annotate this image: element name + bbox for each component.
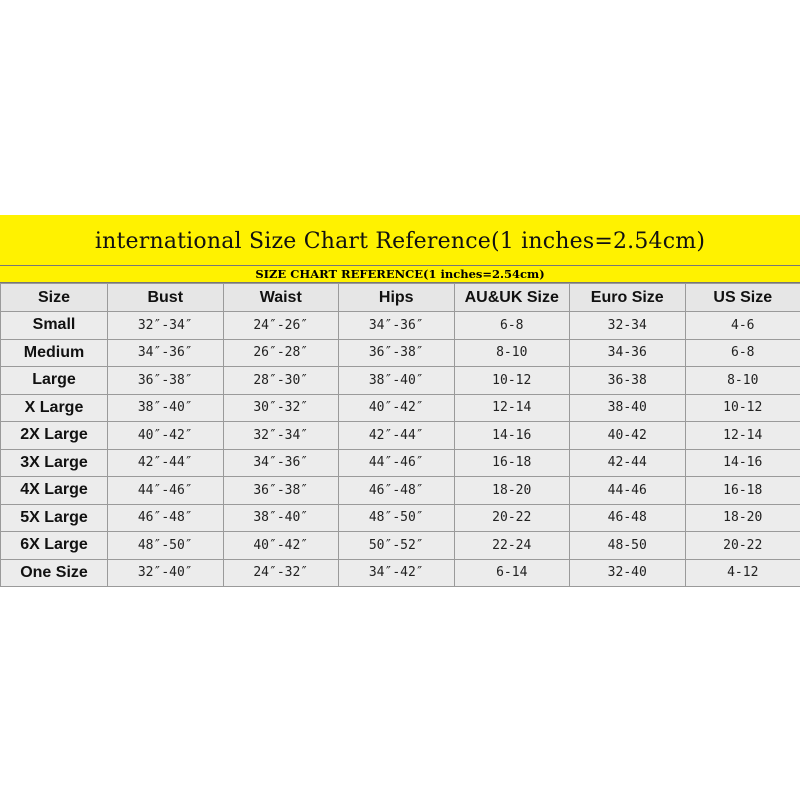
cell-bust: 46″-48″ [108,504,224,532]
cell-euro-size: 36-38 [570,367,686,395]
cell-us-size: 20-22 [685,532,800,560]
header-euro-size: Euro Size [570,284,686,312]
cell-euro-size: 48-50 [570,532,686,560]
cell-waist: 28″-30″ [223,367,339,395]
cell-euro-size: 32-40 [570,559,686,587]
cell-waist: 30″-32″ [223,394,339,422]
cell-waist: 40″-42″ [223,532,339,560]
cell-waist: 24″-32″ [223,559,339,587]
cell-size: 6X Large [1,532,108,560]
table-row [1,394,800,422]
cell-us-size: 16-18 [685,477,800,505]
cell-hips: 50″-52″ [339,532,455,560]
header-size: Size [1,284,108,312]
cell-hips: 40″-42″ [339,394,455,422]
cell-au-uk-size: 6-8 [454,312,570,340]
cell-waist: 38″-40″ [223,504,339,532]
cell-waist: 24″-26″ [223,312,339,340]
cell-us-size: 4-6 [685,312,800,340]
cell-size: Large [1,367,108,395]
table-row [1,449,800,477]
cell-waist: 36″-38″ [223,477,339,505]
table-row [1,339,800,367]
cell-euro-size: 44-46 [570,477,686,505]
header-hips: Hips [339,284,455,312]
cell-bust: 34″-36″ [108,339,224,367]
cell-bust: 40″-42″ [108,422,224,450]
cell-hips: 38″-40″ [339,367,455,395]
cell-hips: 48″-50″ [339,504,455,532]
cell-bust: 48″-50″ [108,532,224,560]
cell-bust: 38″-40″ [108,394,224,422]
cell-hips: 44″-46″ [339,449,455,477]
cell-us-size: 12-14 [685,422,800,450]
table-row [1,422,800,450]
cell-waist: 26″-28″ [223,339,339,367]
cell-size: 5X Large [1,504,108,532]
table-row [1,477,800,505]
cell-bust: 44″-46″ [108,477,224,505]
table-header-row [1,284,800,312]
cell-hips: 42″-44″ [339,422,455,450]
cell-size: X Large [1,394,108,422]
cell-au-uk-size: 6-14 [454,559,570,587]
cell-hips: 34″-36″ [339,312,455,340]
chart-title: international Size Chart Reference(1 inches=2.54cm) [0,215,800,267]
cell-au-uk-size: 22-24 [454,532,570,560]
cell-size: 4X Large [1,477,108,505]
cell-size: 2X Large [1,422,108,450]
cell-euro-size: 38-40 [570,394,686,422]
table-row [1,532,800,560]
cell-us-size: 18-20 [685,504,800,532]
cell-us-size: 8-10 [685,367,800,395]
cell-euro-size: 32-34 [570,312,686,340]
cell-us-size: 14-16 [685,449,800,477]
table-body [1,312,800,587]
header-au-uk-size: AU&UK Size [454,284,570,312]
cell-au-uk-size: 8-10 [454,339,570,367]
cell-au-uk-size: 20-22 [454,504,570,532]
header-waist: Waist [223,284,339,312]
cell-size: 3X Large [1,449,108,477]
cell-waist: 32″-34″ [223,422,339,450]
cell-hips: 34″-42″ [339,559,455,587]
cell-bust: 32″-34″ [108,312,224,340]
cell-au-uk-size: 16-18 [454,449,570,477]
cell-size: Medium [1,339,108,367]
table-row [1,504,800,532]
cell-euro-size: 46-48 [570,504,686,532]
header-us-size: US Size [685,284,800,312]
cell-us-size: 6-8 [685,339,800,367]
cell-us-size: 10-12 [685,394,800,422]
cell-us-size: 4-12 [685,559,800,587]
cell-hips: 36″-38″ [339,339,455,367]
cell-size: One Size [1,559,108,587]
cell-au-uk-size: 18-20 [454,477,570,505]
header-bust: Bust [108,284,224,312]
cell-hips: 46″-48″ [339,477,455,505]
cell-euro-size: 40-42 [570,422,686,450]
table-row [1,559,800,587]
size-chart-table [0,283,800,587]
chart-subtitle: SIZE CHART REFERENCE(1 inches=2.54cm) [0,265,800,283]
table-row [1,312,800,340]
cell-size: Small [1,312,108,340]
cell-au-uk-size: 12-14 [454,394,570,422]
cell-bust: 42″-44″ [108,449,224,477]
cell-bust: 32″-40″ [108,559,224,587]
cell-au-uk-size: 10-12 [454,367,570,395]
table-row [1,367,800,395]
cell-bust: 36″-38″ [108,367,224,395]
cell-euro-size: 34-36 [570,339,686,367]
cell-euro-size: 42-44 [570,449,686,477]
cell-waist: 34″-36″ [223,449,339,477]
cell-au-uk-size: 14-16 [454,422,570,450]
